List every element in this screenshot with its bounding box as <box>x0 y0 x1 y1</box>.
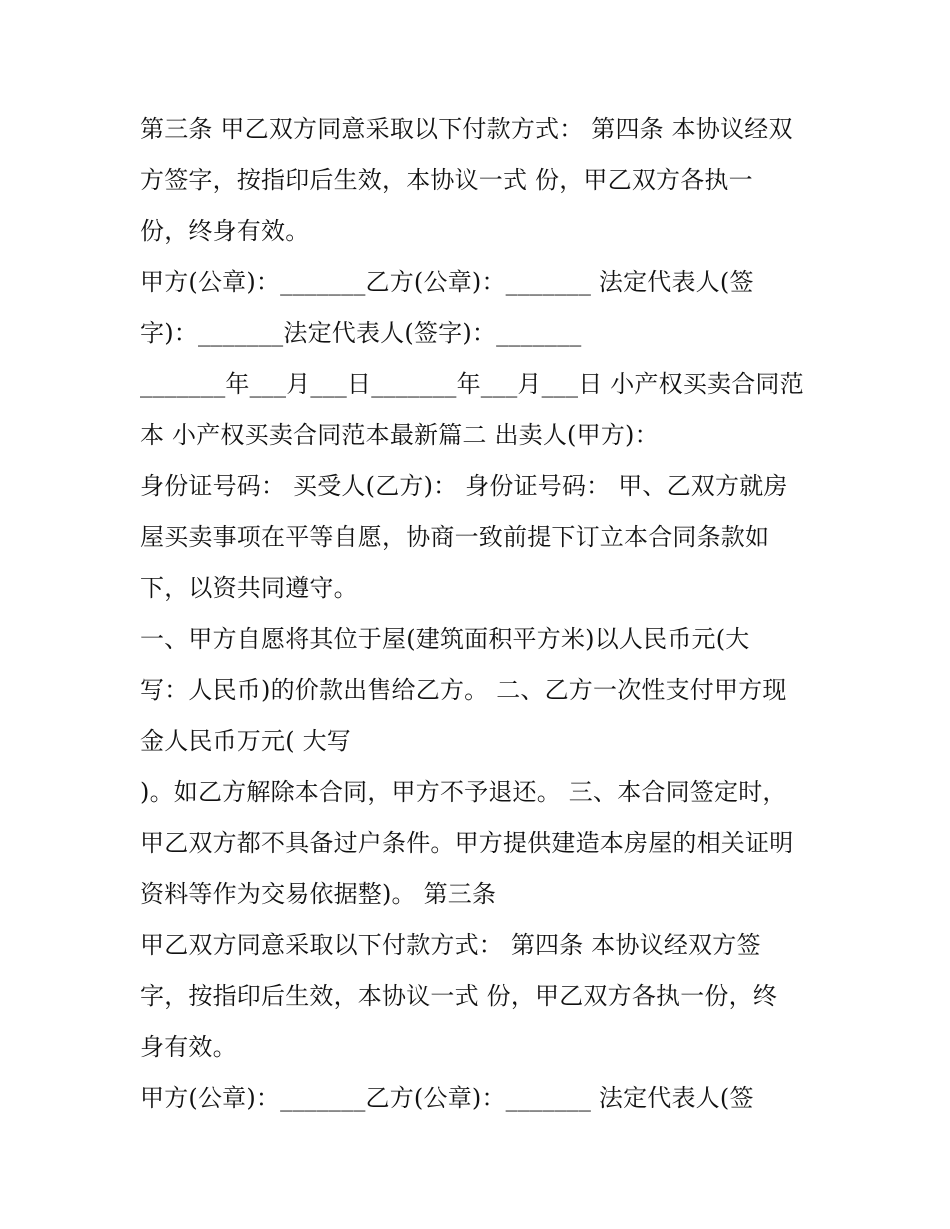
text-line: 字)：_______法定代表人(签字)：_______ <box>140 319 582 347</box>
text-line: 甲方(公章)：_______乙方(公章)：_______ 法定代表人(签 <box>140 1084 754 1112</box>
document-body <box>140 104 820 1124</box>
text-line: 字，按指印后生效，本协议一式 份，甲乙双方各执一份，终 <box>140 982 778 1010</box>
text-line: 甲乙双方同意采取以下付款方式： 第四条 本协议经双方签 <box>140 931 761 959</box>
text-line: )。如乙方解除本合同，甲方不予退还。 三、本合同签定时， <box>140 778 787 806</box>
text-line: 金人民币万元( 大写 <box>140 727 351 755</box>
text-line: 方签字，按指印后生效，本协议一式 份，甲乙双方各执一 <box>140 166 753 194</box>
text-line: 甲方(公章)：_______乙方(公章)：_______ 法定代表人(签 <box>140 268 754 296</box>
text-line: 第三条 甲乙双方同意采取以下付款方式： 第四条 本协议经双 <box>140 115 793 143</box>
text-line: 下，以资共同遵守。 <box>140 574 358 602</box>
text-line: 身有效。 <box>140 1033 237 1061</box>
text-line: 屋买卖事项在平等自愿，协商一致前提下订立本合同条款如 <box>140 523 770 551</box>
text-line: 资料等作为交易依据整)。 第三条 <box>140 880 497 908</box>
text-line: 甲乙双方都不具备过户条件。甲方提供建造本房屋的相关证明 <box>140 829 794 857</box>
text-line: _______年___月___日_______年___月___日 小产权买卖合同范 <box>140 370 804 398</box>
text-line: 写：人民币)的价款出售给乙方。 二、乙方一次性支付甲方现 <box>140 676 787 704</box>
text-line: 身份证号码： 买受人(乙方)： 身份证号码： 甲、乙双方就房 <box>140 472 788 500</box>
text-line: 一、甲方自愿将其位于屋(建筑面积平方米)以人民币元(大 <box>140 625 750 653</box>
text-line: 份，终身有效。 <box>140 217 310 245</box>
text-line: 本 小产权买卖合同范本最新篇二 出卖人(甲方)： <box>140 421 659 449</box>
